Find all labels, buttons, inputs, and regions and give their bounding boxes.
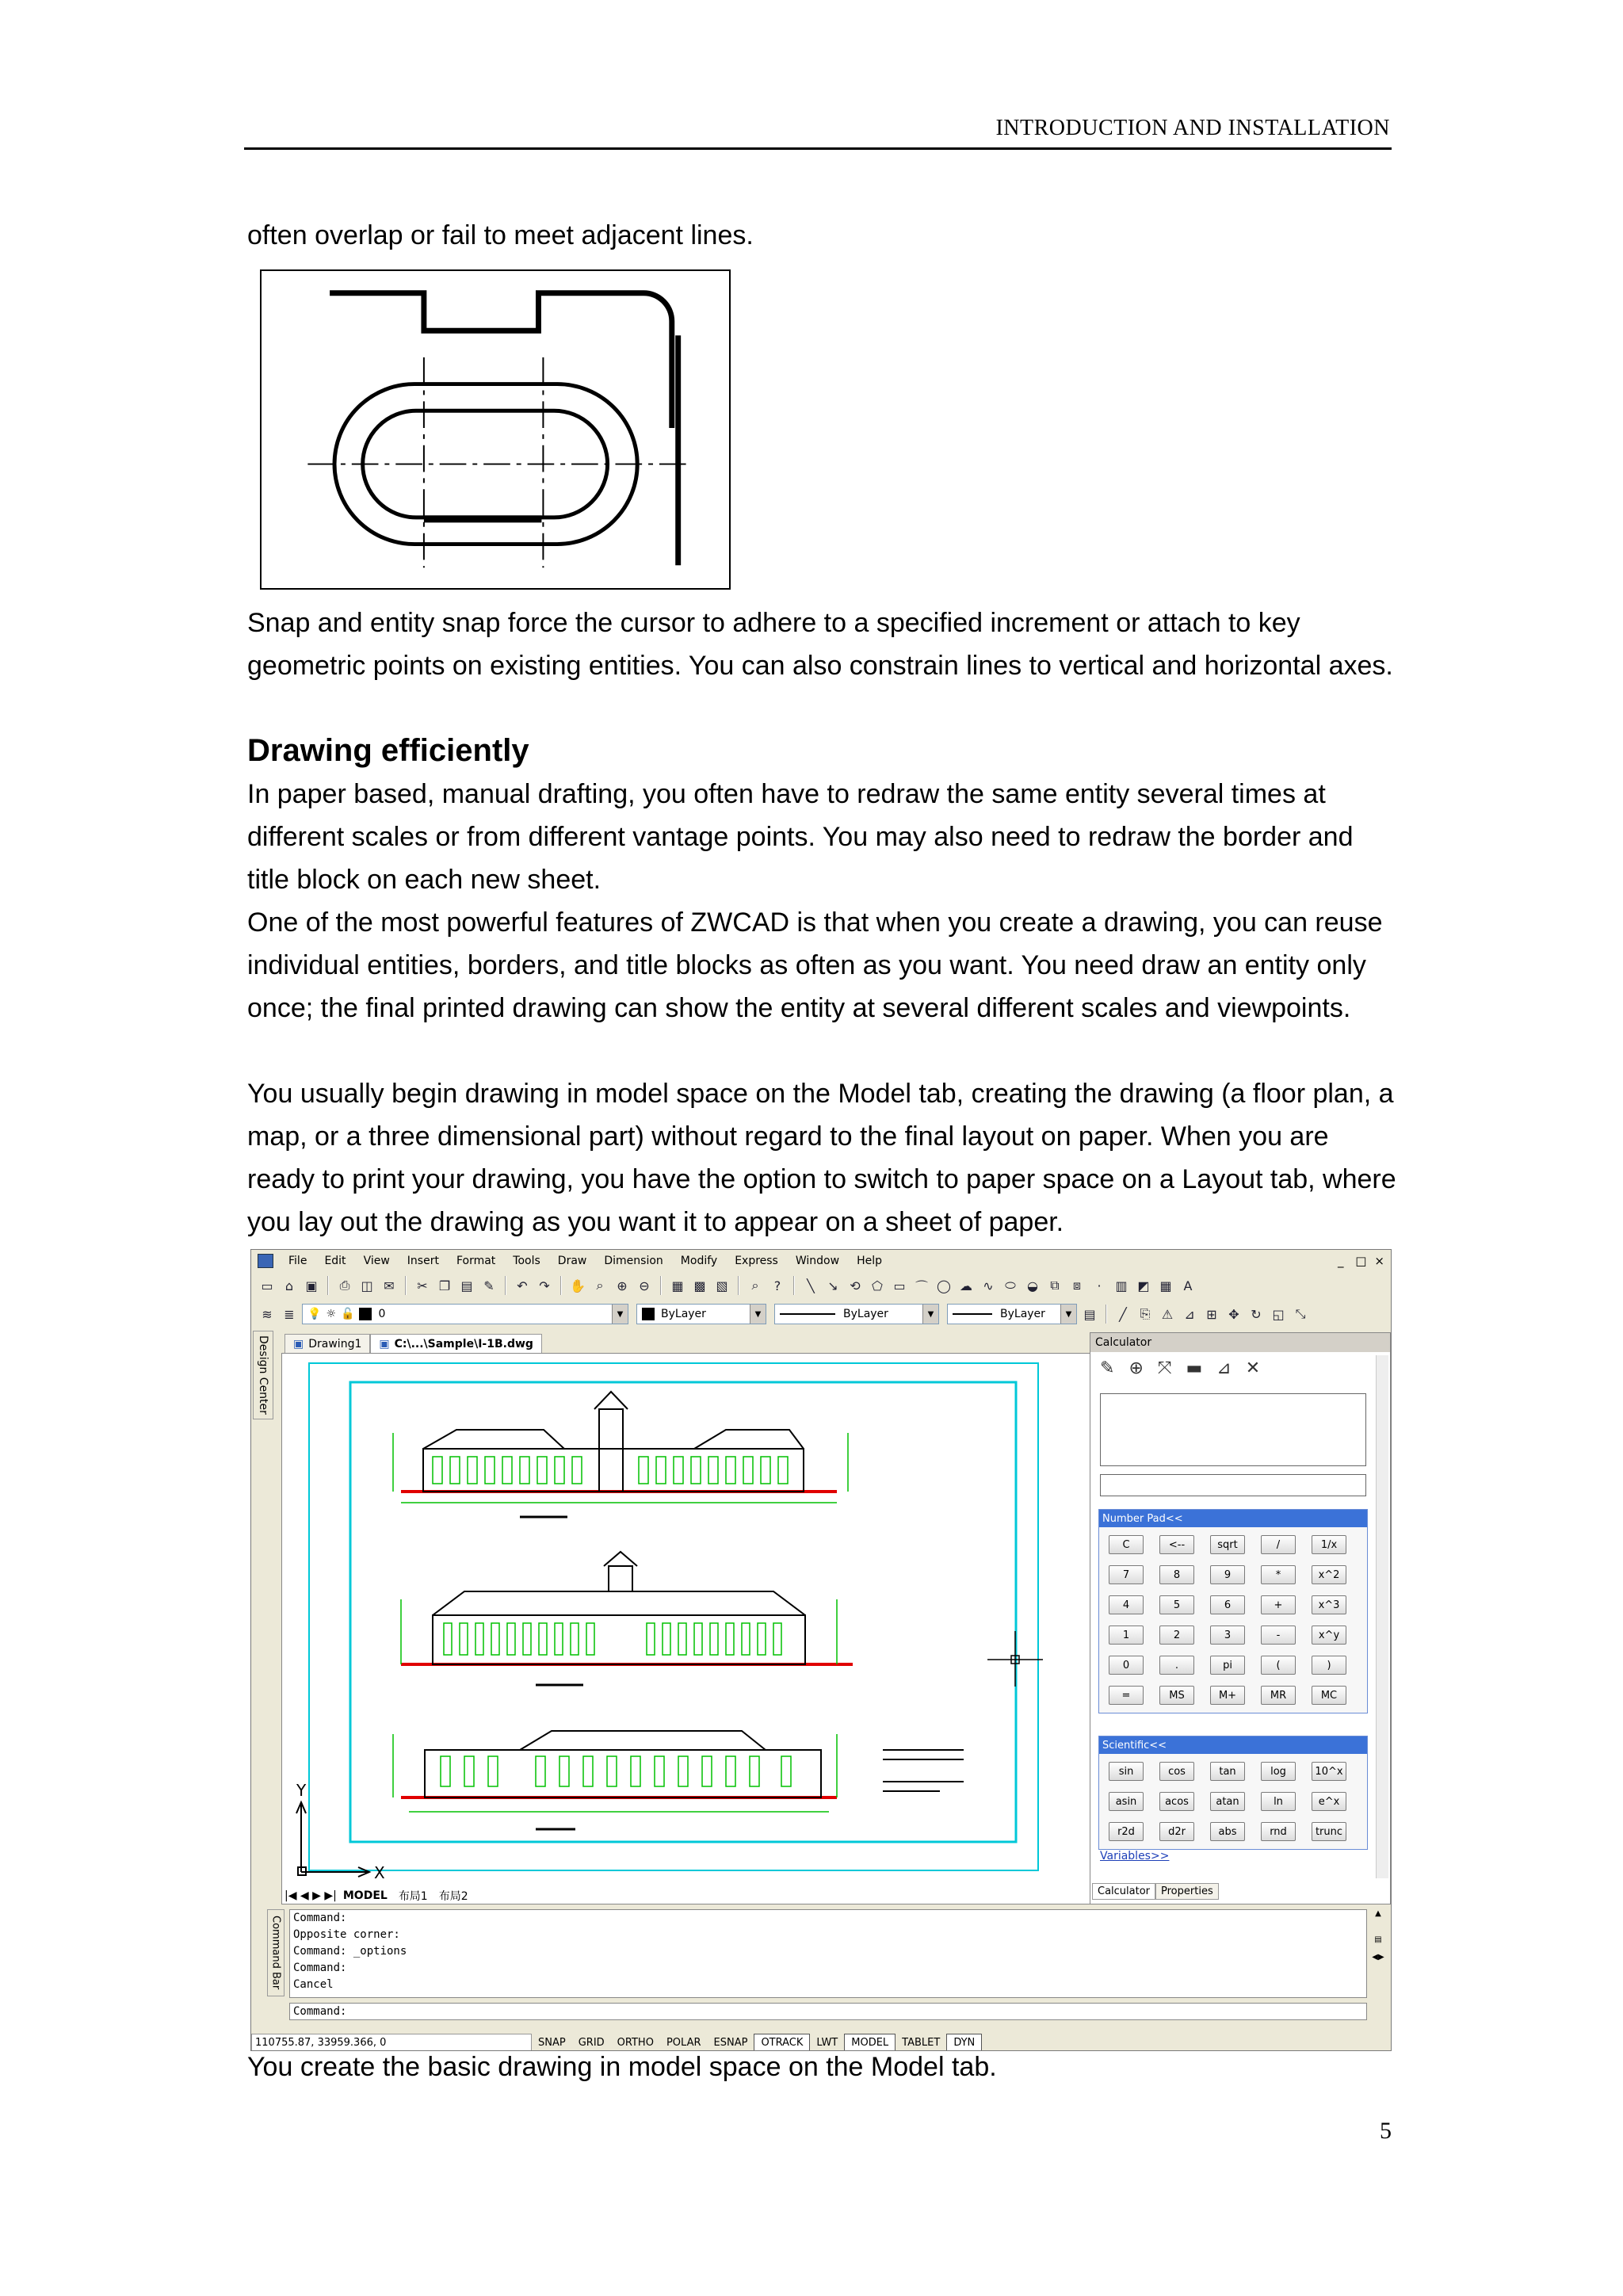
- number-key[interactable]: pi: [1210, 1656, 1245, 1675]
- top-profile-line: [330, 293, 672, 428]
- properties-icon[interactable]: ▦: [671, 1278, 684, 1293]
- dyn-toggle[interactable]: DYN: [946, 2034, 982, 2051]
- menu-format[interactable]: Format: [456, 1255, 496, 1267]
- number-key[interactable]: C: [1109, 1535, 1144, 1554]
- tab-properties[interactable]: Properties: [1155, 1883, 1219, 1900]
- tablet-toggle[interactable]: TABLET: [902, 2036, 941, 2049]
- grid-toggle[interactable]: GRID: [578, 2036, 605, 2049]
- number-key[interactable]: /: [1261, 1535, 1296, 1554]
- array-icon[interactable]: ⊞: [1206, 1306, 1217, 1322]
- scientific-key[interactable]: atan: [1210, 1792, 1245, 1811]
- layer-previous-icon[interactable]: ≣: [284, 1306, 295, 1322]
- number-key[interactable]: 1/x: [1312, 1535, 1346, 1554]
- scientific-key[interactable]: ln: [1261, 1792, 1296, 1811]
- number-key[interactable]: 2: [1159, 1626, 1194, 1645]
- calculator-scrollbar[interactable]: [1376, 1355, 1388, 1878]
- calculator-palette: [1090, 1332, 1391, 1904]
- line-icon[interactable]: ╲: [807, 1278, 815, 1293]
- elevation-bottom: [393, 1731, 964, 1829]
- help-icon[interactable]: ?: [773, 1278, 781, 1293]
- design-center-icon[interactable]: ▩: [693, 1278, 706, 1293]
- command-line: Cancel: [293, 1978, 334, 1991]
- number-pad-header[interactable]: Number Pad<<: [1099, 1510, 1367, 1527]
- command-line: Command: _options: [293, 1945, 407, 1958]
- get-coordinates-icon[interactable]: ⊕: [1128, 1358, 1144, 1378]
- find-icon[interactable]: ⌕: [751, 1278, 759, 1293]
- save-icon[interactable]: ▣: [305, 1278, 318, 1293]
- match-properties-icon[interactable]: ✎: [483, 1278, 495, 1293]
- scientific-section: [1098, 1736, 1368, 1850]
- number-key[interactable]: +: [1261, 1595, 1296, 1614]
- linetype-dropdown[interactable]: [774, 1304, 939, 1324]
- layer-value: 0: [378, 1308, 386, 1320]
- restore-button[interactable]: □: [1351, 1254, 1367, 1268]
- plot-style-icon[interactable]: ▤: [1083, 1306, 1096, 1322]
- command-bar-label: Command Bar: [267, 1909, 285, 1996]
- number-key[interactable]: x^y: [1312, 1626, 1346, 1645]
- number-pad-section: [1098, 1509, 1368, 1713]
- ucs-icon: [296, 1802, 369, 1877]
- command-input[interactable]: Command:: [289, 2003, 1367, 2020]
- make-block-icon[interactable]: ⧈: [1072, 1278, 1082, 1293]
- redo-icon[interactable]: ↷: [539, 1278, 550, 1293]
- otrack-toggle[interactable]: OTRACK: [754, 2034, 810, 2051]
- number-key[interactable]: -: [1261, 1626, 1296, 1645]
- number-key[interactable]: (: [1261, 1656, 1296, 1675]
- tab-calculator[interactable]: Calculator: [1092, 1883, 1155, 1900]
- tab-model[interactable]: MODEL: [342, 1889, 388, 1902]
- variables-expander[interactable]: Variables>>: [1100, 1850, 1170, 1862]
- zoom-window-icon[interactable]: ⊕: [617, 1278, 628, 1293]
- number-key[interactable]: <--: [1159, 1535, 1194, 1554]
- sun-icon: ☼: [326, 1308, 336, 1320]
- pan-icon[interactable]: ✋: [570, 1278, 586, 1293]
- number-key[interactable]: 3: [1210, 1626, 1245, 1645]
- ellipse-icon[interactable]: ⬭: [1005, 1278, 1016, 1293]
- publish-icon[interactable]: ✉: [384, 1278, 395, 1293]
- scientific-key[interactable]: tan: [1210, 1762, 1245, 1781]
- spline-icon[interactable]: ∿: [983, 1278, 994, 1293]
- scientific-key[interactable]: cos: [1159, 1762, 1194, 1781]
- figure-caption: You create the basic drawing in model space on the Model tab.: [247, 2052, 997, 2082]
- tab-layout1[interactable]: 布局1: [398, 1890, 428, 1903]
- calculator-history-display: [1100, 1393, 1366, 1466]
- insert-block-icon[interactable]: ⧉: [1050, 1278, 1060, 1293]
- rectangle-icon[interactable]: ▭: [893, 1278, 906, 1293]
- menu-modify[interactable]: Modify: [680, 1255, 718, 1267]
- linetype-value: ByLayer: [843, 1308, 888, 1320]
- number-key[interactable]: 5: [1159, 1595, 1194, 1614]
- point-icon[interactable]: ·: [1097, 1278, 1102, 1293]
- ellipse-arc-icon[interactable]: ◒: [1027, 1278, 1038, 1293]
- print-icon[interactable]: ⎙: [339, 1278, 350, 1293]
- command-bar: [267, 1908, 1391, 2033]
- coordinate-readout: 110755.87, 33959.366, 0: [251, 2034, 532, 2051]
- scientific-header[interactable]: Scientific<<: [1099, 1736, 1367, 1754]
- scientific-keys: [1099, 1754, 1367, 1849]
- app-icon: [258, 1254, 273, 1268]
- color-value: ByLayer: [661, 1308, 706, 1320]
- number-key[interactable]: MR: [1261, 1686, 1296, 1705]
- rotate-icon[interactable]: ↻: [1251, 1306, 1262, 1322]
- number-key[interactable]: 9: [1210, 1565, 1245, 1584]
- esnap-toggle[interactable]: ESNAP: [713, 2036, 748, 2049]
- command-line: Command:: [293, 1962, 347, 1974]
- drawing-file-icon: ▣: [293, 1337, 304, 1350]
- command-history: [289, 1909, 1367, 1998]
- circle-icon[interactable]: ◯: [937, 1278, 951, 1293]
- ray-icon[interactable]: ↘: [827, 1278, 838, 1293]
- polygon-icon[interactable]: ⬠: [872, 1278, 883, 1293]
- tab-layout2[interactable]: 布局2: [438, 1890, 468, 1903]
- stretch-icon[interactable]: ⤡: [1295, 1306, 1306, 1321]
- color-dropdown[interactable]: [636, 1304, 766, 1324]
- calculator-tool-row: [1100, 1358, 1260, 1378]
- paragraph-model-space: You usually begin drawing in model space on the Model tab, creating the drawing (a floor plan, a map, or a three dimensional part) without regard to the final layout on paper. When you are ready to print your drawing, you have the option to switch to paper space on a Layout tab, where you lay out the drawing as you want it to appear on a sheet of paper.: [247, 1079, 1396, 1237]
- number-key[interactable]: .: [1159, 1656, 1194, 1675]
- move-icon[interactable]: ✥: [1228, 1306, 1239, 1322]
- tab-sample-drawing[interactable]: ▣ C:\...\Sample\I-1B.dwg: [370, 1334, 542, 1353]
- zwcad-screenshot: [250, 1249, 1392, 2051]
- drawing-file-icon: ▣: [379, 1337, 390, 1350]
- tool-palettes-icon[interactable]: ▧: [716, 1278, 728, 1293]
- menu-view[interactable]: View: [363, 1255, 390, 1267]
- arc-icon[interactable]: ⌒: [915, 1278, 928, 1294]
- number-key[interactable]: x^2: [1312, 1565, 1346, 1584]
- zoom-previous-icon[interactable]: ⊖: [639, 1278, 650, 1293]
- ortho-toggle[interactable]: ORTHO: [617, 2036, 654, 2049]
- number-key[interactable]: M+: [1210, 1686, 1245, 1705]
- number-key[interactable]: x^3: [1312, 1595, 1346, 1614]
- cut-icon[interactable]: ✂: [417, 1278, 428, 1293]
- scientific-key[interactable]: sin: [1109, 1762, 1144, 1781]
- number-key[interactable]: *: [1261, 1565, 1296, 1584]
- chevron-down-icon[interactable]: ▼: [612, 1305, 628, 1324]
- y-axis-label: Y: [296, 1781, 307, 1800]
- paste-icon[interactable]: ▤: [460, 1278, 473, 1293]
- menu-tools[interactable]: Tools: [513, 1255, 540, 1267]
- number-key[interactable]: 8: [1159, 1565, 1194, 1584]
- standard-toolbar: [251, 1272, 1392, 1299]
- distance-icon[interactable]: ⤧: [1157, 1358, 1172, 1378]
- chevron-down-icon[interactable]: ▼: [750, 1305, 766, 1324]
- model-toggle[interactable]: MODEL: [844, 2034, 896, 2051]
- number-key[interactable]: ): [1312, 1656, 1346, 1675]
- lwt-toggle[interactable]: LWT: [816, 2036, 838, 2049]
- lightbulb-icon: 💡: [307, 1308, 322, 1320]
- zoom-realtime-icon[interactable]: ⌕: [596, 1278, 604, 1293]
- elevation-top: [393, 1392, 848, 1517]
- paragraph-reuse: One of the most powerful features of ZWCAD is that when you create a drawing, you can reuse individual entities, borders, and title blocks as often as you want. You need draw an entity only once; the final printed drawing can show the entity at several different scales and viewpoints.: [247, 907, 1383, 1023]
- revcloud-icon[interactable]: ☁: [960, 1278, 972, 1293]
- layer-dropdown[interactable]: [302, 1304, 628, 1324]
- menu-express[interactable]: Express: [735, 1255, 778, 1267]
- menu-help[interactable]: Help: [857, 1255, 882, 1267]
- command-scrollbar[interactable]: ▲ ▤ ◀▶: [1372, 1909, 1384, 1962]
- elevation-drawing: [282, 1354, 1090, 1888]
- command-line: Opposite corner:: [293, 1928, 400, 1941]
- scientific-key[interactable]: r2d: [1109, 1822, 1144, 1841]
- minimize-button[interactable]: _: [1337, 1254, 1344, 1268]
- number-key[interactable]: sqrt: [1210, 1535, 1245, 1554]
- chevron-down-icon[interactable]: ▼: [922, 1305, 938, 1324]
- scientific-key[interactable]: acos: [1159, 1792, 1194, 1811]
- number-key[interactable]: MS: [1159, 1686, 1194, 1705]
- tab-drawing1[interactable]: ▣ Drawing1: [285, 1334, 370, 1353]
- header-rule: [244, 147, 1392, 150]
- number-key[interactable]: 4: [1109, 1595, 1144, 1614]
- new-file-icon[interactable]: ▭: [261, 1278, 273, 1293]
- scientific-key[interactable]: asin: [1109, 1792, 1144, 1811]
- copy-icon[interactable]: ❐: [438, 1278, 451, 1293]
- page-number: 5: [1380, 2118, 1392, 2144]
- region-icon[interactable]: ◩: [1137, 1278, 1150, 1293]
- overlap-diagram: [262, 271, 729, 588]
- scientific-key[interactable]: d2r: [1159, 1822, 1194, 1841]
- tab-nav-arrows[interactable]: |◀ ◀ ▶ ▶|: [285, 1889, 337, 1902]
- window-controls: [1338, 1254, 1392, 1268]
- number-pad-keys: [1099, 1527, 1367, 1713]
- open-file-icon[interactable]: ⌂: [285, 1278, 294, 1293]
- paragraph-manual-drafting: In paper based, manual drafting, you often have to redraw the same entity several times at different scales or from different vantage points. You may also need to redraw the border and title block on each new sheet.: [247, 779, 1354, 895]
- layer-color-swatch: [359, 1308, 372, 1320]
- scientific-key[interactable]: e^x: [1312, 1792, 1346, 1811]
- palette-tabs: [1092, 1883, 1219, 1900]
- x-axis-label: X: [374, 1863, 385, 1882]
- crosshair-cursor: [987, 1631, 1043, 1687]
- outer-sheet-border: [309, 1363, 1038, 1870]
- menu-window[interactable]: Window: [795, 1255, 840, 1267]
- layers-toolbar: [251, 1301, 1392, 1328]
- menu-file[interactable]: File: [288, 1255, 307, 1267]
- menu-dimension[interactable]: Dimension: [604, 1255, 663, 1267]
- layer-manager-icon[interactable]: ≋: [262, 1306, 273, 1322]
- erase-icon[interactable]: ╱: [1119, 1306, 1127, 1322]
- section-heading: Drawing efficiently: [247, 733, 529, 768]
- color-swatch: [642, 1308, 655, 1320]
- multiline-text-icon[interactable]: A: [1183, 1278, 1193, 1293]
- scientific-key[interactable]: 10^x: [1312, 1762, 1346, 1781]
- lineweight-dropdown[interactable]: [947, 1304, 1077, 1324]
- polyline-icon[interactable]: ⟲: [850, 1278, 861, 1293]
- menu-draw[interactable]: Draw: [557, 1255, 587, 1267]
- command-line: Command:: [293, 1912, 347, 1924]
- menu-edit[interactable]: Edit: [324, 1255, 346, 1267]
- copy-object-icon[interactable]: ⎘: [1140, 1306, 1151, 1321]
- paragraph-snap: Snap and entity snap force the cursor to adhere to a specified increment or attach to key geometric points on existing entities. You can also constrain lines to vertical and horizontal axes.: [247, 608, 1393, 681]
- menu-bar: [251, 1250, 1392, 1272]
- clear-icon[interactable]: ✕: [1245, 1358, 1261, 1378]
- layout-tab-strip: [281, 1887, 1098, 1904]
- number-key[interactable]: 1: [1109, 1626, 1144, 1645]
- close-button[interactable]: ×: [1374, 1254, 1384, 1268]
- calculator-title: Calculator: [1090, 1333, 1390, 1352]
- hatch-icon[interactable]: ▥: [1115, 1278, 1128, 1293]
- menu-insert[interactable]: Insert: [407, 1255, 439, 1267]
- snap-toggle[interactable]: SNAP: [538, 2036, 566, 2049]
- scientific-key[interactable]: abs: [1210, 1822, 1245, 1841]
- number-key[interactable]: MC: [1312, 1686, 1346, 1705]
- calculator-input[interactable]: [1100, 1474, 1366, 1496]
- number-key[interactable]: 7: [1109, 1565, 1144, 1584]
- scientific-key[interactable]: trunc: [1312, 1822, 1346, 1841]
- scientific-key[interactable]: log: [1261, 1762, 1296, 1781]
- paragraph-overlap: often overlap or fail to meet adjacent lines.: [247, 220, 754, 250]
- mirror-icon[interactable]: ⚠: [1161, 1306, 1174, 1322]
- eyedropper-icon[interactable]: ✎: [1100, 1358, 1115, 1378]
- scale-icon[interactable]: ◱: [1272, 1306, 1285, 1322]
- intersection-icon[interactable]: ⊿: [1216, 1358, 1232, 1378]
- running-header: INTRODUCTION AND INSTALLATION: [995, 116, 1390, 140]
- offset-icon[interactable]: ⊿: [1184, 1306, 1195, 1322]
- table-icon[interactable]: ▦: [1159, 1278, 1172, 1293]
- undo-icon[interactable]: ↶: [517, 1278, 528, 1293]
- number-key[interactable]: =: [1109, 1686, 1144, 1705]
- print-preview-icon[interactable]: ◫: [361, 1278, 373, 1293]
- lineweight-value: ByLayer: [1000, 1308, 1045, 1320]
- chevron-down-icon[interactable]: ▼: [1060, 1305, 1076, 1324]
- polar-toggle[interactable]: POLAR: [666, 2036, 701, 2049]
- number-key[interactable]: 0: [1109, 1656, 1144, 1675]
- scientific-key[interactable]: rnd: [1261, 1822, 1296, 1841]
- line-angle-icon[interactable]: ▬: [1186, 1358, 1203, 1378]
- lock-icon: 🔓: [341, 1308, 355, 1320]
- design-center-tab[interactable]: Design Center: [253, 1331, 273, 1419]
- number-key[interactable]: 6: [1210, 1595, 1245, 1614]
- elevation-middle: [401, 1552, 853, 1685]
- overlap-figure: [260, 269, 731, 590]
